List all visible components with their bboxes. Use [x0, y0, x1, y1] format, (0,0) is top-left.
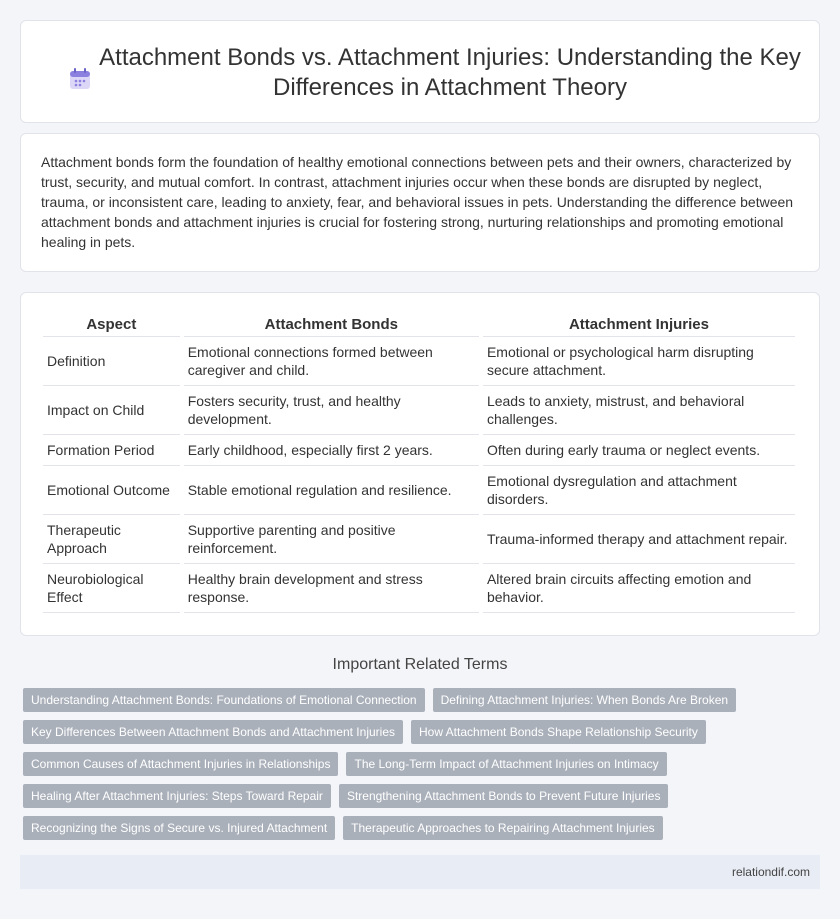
bonds-cell: Healthy brain development and stress response.	[184, 564, 479, 613]
related-term-link[interactable]: Recognizing the Signs of Secure vs. Injured Attachment	[23, 816, 335, 840]
aspect-cell: Definition	[43, 337, 180, 386]
column-header-bonds: Attachment Bonds	[184, 315, 479, 337]
injuries-cell: Often during early trauma or neglect events.	[483, 435, 795, 466]
footer	[20, 855, 820, 889]
injuries-cell: Altered brain circuits affecting emotion and behavior.	[483, 564, 795, 613]
footer-site-link[interactable]: relationdif.com	[731, 865, 810, 879]
injuries-cell: Trauma-informed therapy and attachment repair.	[483, 515, 795, 564]
bonds-cell: Emotional connections formed between caregiver and child.	[184, 337, 479, 386]
tag-row	[23, 752, 823, 776]
comparison-table	[39, 315, 799, 613]
aspect-cell: Neurobiological Effect	[43, 564, 180, 613]
aspect-cell: Impact on Child	[43, 386, 180, 435]
bonds-cell: Stable emotional regulation and resilience.	[184, 466, 479, 515]
tag-row	[23, 816, 823, 840]
related-terms-heading: Important Related Terms	[332, 656, 508, 673]
calendar-icon	[67, 66, 93, 92]
injuries-cell: Emotional dysregulation and attachment disorders.	[483, 466, 795, 515]
related-term-link[interactable]: Therapeutic Approaches to Repairing Attachment Injuries	[343, 816, 663, 840]
intro-text: Attachment bonds form the foundation of healthy emotional connections between pets and their owners, characterized by trust, security, and mutual comfort. In contrast, attachment injuries occur when these bonds are disrupted by neglect, trauma, or inconsistent care, leading to anxiety, fear, and behavioral issues in pets. Understanding the difference between attachment bonds and attachment injuries is crucial for fostering strong, nurturing relationships and promoting emotional healing in pets.	[41, 154, 794, 250]
table-row	[43, 435, 795, 466]
bonds-cell: Supportive parenting and positive reinforcement.	[184, 515, 479, 564]
related-term-link[interactable]: Healing After Attachment Injuries: Steps Toward Repair	[23, 784, 331, 808]
related-term-link[interactable]: Defining Attachment Injuries: When Bonds Are Broken	[433, 688, 737, 712]
aspect-cell: Emotional Outcome	[43, 466, 180, 515]
related-term-link[interactable]: Key Differences Between Attachment Bonds and Attachment Injuries	[23, 720, 403, 744]
related-term-link[interactable]: The Long-Term Impact of Attachment Injuries on Intimacy	[346, 752, 666, 776]
related-terms-list	[23, 688, 823, 848]
title-card	[20, 20, 820, 123]
table-row	[43, 564, 795, 613]
related-term-link[interactable]: How Attachment Bonds Shape Relationship Security	[411, 720, 706, 744]
tag-row	[23, 720, 823, 744]
tag-row	[23, 688, 823, 712]
bonds-cell: Early childhood, especially first 2 years.	[184, 435, 479, 466]
table-row	[43, 386, 795, 435]
table-row	[43, 337, 795, 386]
table-row	[43, 466, 795, 515]
injuries-cell: Emotional or psychological harm disrupting secure attachment.	[483, 337, 795, 386]
aspect-cell: Formation Period	[43, 435, 180, 466]
aspect-cell: Therapeutic Approach	[43, 515, 180, 564]
injuries-cell: Leads to anxiety, mistrust, and behavioral challenges.	[483, 386, 795, 435]
table-header-row	[43, 315, 795, 337]
comparison-card	[20, 292, 820, 636]
related-term-link[interactable]: Strengthening Attachment Bonds to Prevent Future Injuries	[339, 784, 669, 808]
bonds-cell: Fosters security, trust, and healthy development.	[184, 386, 479, 435]
intro-card	[20, 133, 820, 272]
column-header-aspect: Aspect	[43, 315, 180, 337]
tag-row	[23, 784, 823, 808]
column-header-injuries: Attachment Injuries	[483, 315, 795, 337]
related-term-link[interactable]: Understanding Attachment Bonds: Foundations of Emotional Connection	[23, 688, 425, 712]
related-term-link[interactable]: Common Causes of Attachment Injuries in Relationships	[23, 752, 338, 776]
table-row	[43, 515, 795, 564]
page-title: Attachment Bonds vs. Attachment Injuries: Understanding the Key Differences in Attachment Theory	[99, 44, 801, 101]
